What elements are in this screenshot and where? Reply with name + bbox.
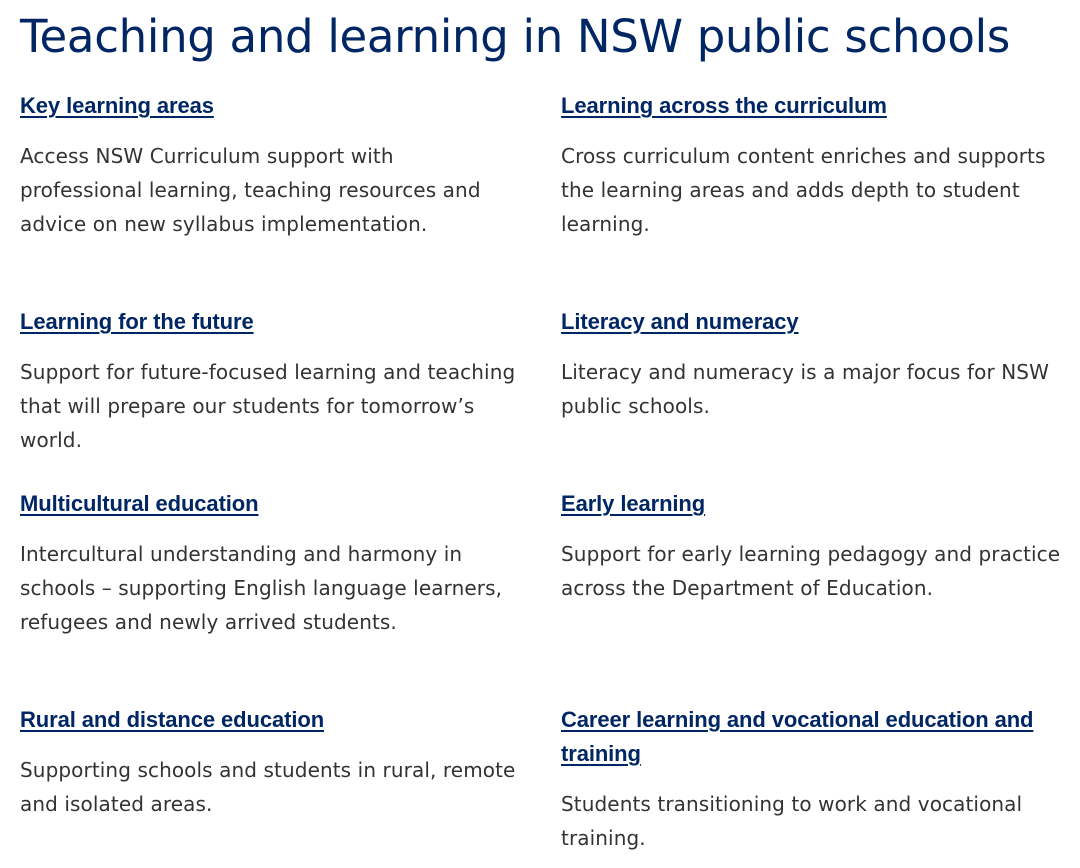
link-rural-and-distance-education[interactable]: Rural and distance education [20,707,325,732]
link-learning-across-curriculum[interactable]: Learning across the curriculum [561,93,887,118]
card-description: Support for future-focused learning and teaching that will prepare our students for tomorrow’s world. [20,360,516,452]
card-career-learning-vet [561,703,1061,855]
page-title: Teaching and learning in NSW public schools [20,10,1010,63]
card-literacy-and-numeracy [561,305,1061,423]
link-key-learning-areas[interactable]: Key learning areas [20,93,214,118]
card-multicultural-education [20,487,520,639]
card-learning-for-the-future [20,305,520,457]
card-key-learning-areas [20,89,520,241]
link-career-learning-vet[interactable]: Career learning and vocational education and training [561,707,1034,766]
card-learning-across-curriculum [561,89,1061,241]
link-learning-for-the-future[interactable]: Learning for the future [20,309,254,334]
card-description: Cross curriculum content enriches and supports the learning areas and adds depth to student learning. [561,144,1046,236]
card-description: Access NSW Curriculum support with professional learning, teaching resources and advice on new syllabus implementation. [20,144,481,236]
card-description: Literacy and numeracy is a major focus for NSW public schools. [561,360,1049,418]
card-description: Intercultural understanding and harmony in schools – supporting English language learners, refugees and newly arrived students. [20,542,503,634]
card-early-learning [561,487,1061,605]
link-early-learning[interactable]: Early learning [561,491,706,516]
card-rural-and-distance-education [20,703,520,821]
card-description: Students transitioning to work and vocational training. [561,792,1023,850]
link-multicultural-education[interactable]: Multicultural education [20,491,259,516]
link-literacy-and-numeracy[interactable]: Literacy and numeracy [561,309,799,334]
card-description: Support for early learning pedagogy and practice across the Department of Education. [561,542,1061,600]
card-description: Supporting schools and students in rural, remote and isolated areas. [20,758,516,816]
